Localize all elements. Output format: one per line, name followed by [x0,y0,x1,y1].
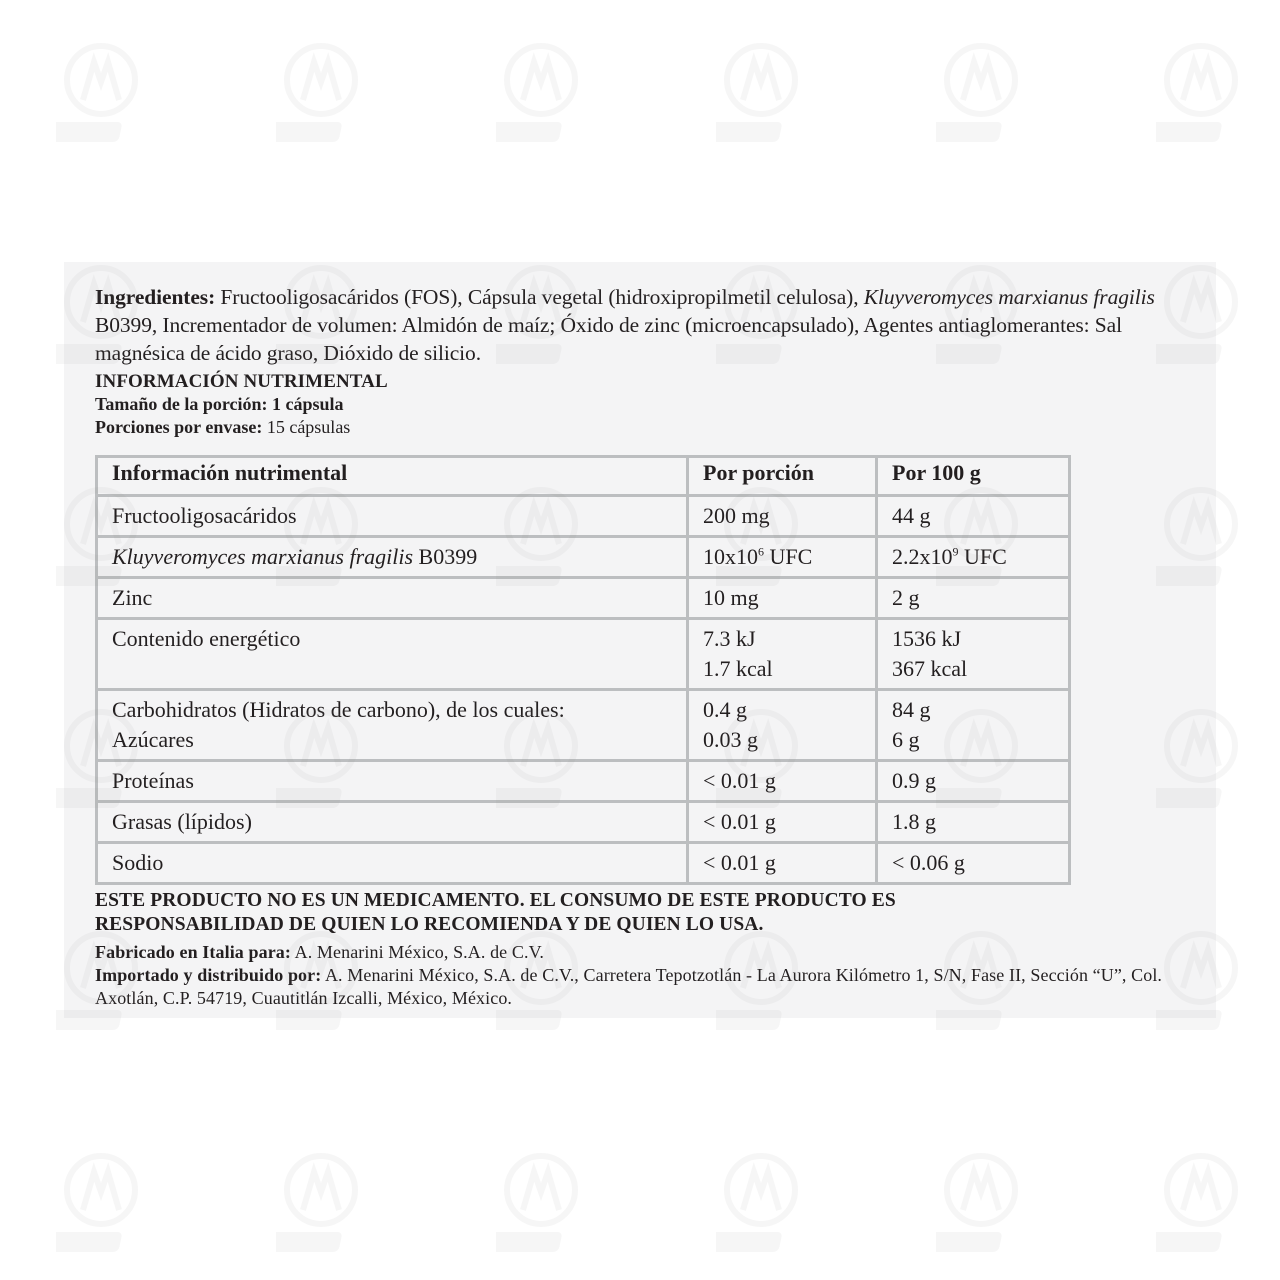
servings-label: Porciones por envase: [95,417,263,437]
nutrient-name-italic: Kluyveromyces marxianus fragilis [112,544,414,569]
header-per-100g: Por 100 g [877,457,1070,496]
nutrient-name-line-1: Carbohidratos (Hidratos de carbono), de los cuales: [112,697,565,722]
per-serving-value: 10 mg [688,578,877,619]
per-serving-value: 200 mg [688,496,877,537]
per-serving-value [688,537,877,578]
table-row [97,690,1070,761]
per-serving-exponent: 6 [758,544,764,559]
pharmacy-logo-watermark [496,40,586,152]
header-nutrient: Información nutrimental [97,457,688,496]
nutrient-name: Zinc [97,578,688,619]
servings-per-container [95,416,1185,439]
per-100g-line-1: 84 g [892,697,931,722]
per-100g-line-2: 367 kcal [892,656,968,681]
nutrient-name: Contenido energético [97,619,688,690]
per-100g-value: 44 g [877,496,1070,537]
per-serving-value: < 0.01 g [688,761,877,802]
pharmacy-logo-watermark [56,40,146,152]
nutrition-title: INFORMACIÓN NUTRIMENTAL [95,371,388,392]
per-serving-base: 10x10 [703,544,758,569]
serving-size [95,393,1185,416]
ingredients-organism: Kluyveromyces marxianus fragilis [863,285,1155,309]
made-label: Fabricado en Italia para: [95,942,291,962]
table-row [97,802,1070,843]
pharmacy-logo-watermark [1156,40,1246,152]
per-100g-value: < 0.06 g [877,843,1070,884]
nutrient-name-suffix: B0399 [413,544,478,569]
table-row [97,761,1070,802]
nutrient-name: Grasas (lípidos) [97,802,688,843]
pharmacy-logo-watermark [496,1150,586,1262]
per-100g-value: 0.9 g [877,761,1070,802]
nutrient-name: Sodio [97,843,688,884]
per-100g-line-2: 6 g [892,727,920,752]
warning-notice [95,889,896,937]
per-100g-unit: UFC [958,544,1007,569]
pharmacy-logo-watermark [276,40,366,152]
per-serving-line-1: 7.3 kJ [703,626,756,651]
ingredients-paragraph [95,283,1185,367]
table-row [97,843,1070,884]
per-100g-base: 2.2x10 [892,544,953,569]
table-header-row [97,457,1070,496]
nutrient-name [97,537,688,578]
nutrient-name-line-2: Azúcares [112,727,194,752]
pharmacy-logo-watermark [276,1150,366,1262]
header-per-serving: Por porción [688,457,877,496]
per-100g-value [877,537,1070,578]
imported-label: Importado y distribuido por: [95,965,322,985]
made-for [95,941,1185,964]
made-value: A. Menarini México, S.A. de C.V. [291,942,544,962]
table-row [97,578,1070,619]
per-serving-line-1: 0.4 g [703,697,747,722]
servings-value: 15 cápsulas [262,417,351,437]
per-serving-line-2: 1.7 kcal [703,656,773,681]
imported-by [95,964,1185,1010]
per-100g-line-1: 1536 kJ [892,626,962,651]
pharmacy-logo-watermark [1156,1150,1246,1262]
per-100g-value: 2 g [877,578,1070,619]
per-serving-line-2: 0.03 g [703,727,758,752]
nutrient-name: Fructooligosacáridos [97,496,688,537]
manufacturer-info [95,941,1185,1010]
nutrition-table [95,455,1071,885]
per-100g-value [877,619,1070,690]
table-row [97,537,1070,578]
per-serving-value: < 0.01 g [688,802,877,843]
per-100g-exponent: 9 [952,544,959,559]
pharmacy-logo-watermark [936,40,1026,152]
table-row [97,496,1070,537]
pharmacy-logo-watermark [716,40,806,152]
ingredients-text-1: Fructooligosacáridos (FOS), Cápsula vegetal (hidroxipropilmetil celulosa), [215,285,859,309]
imported-value: A. Menarini México, S.A. de C.V., Carretera Tepotzotlán - La Aurora Kilómetro 1, S/N, Fase II, Sección “U”, Col. Axotlán, C.P. 54719, Cuautitlán Izcalli, México, México. [95,965,1163,1008]
warning-line-1: ESTE PRODUCTO NO ES UN MEDICAMENTO. EL CONSUMO DE ESTE PRODUCTO ES [95,890,896,911]
pharmacy-logo-watermark [716,1150,806,1262]
pharmacy-logo-watermark [936,1150,1026,1262]
per-serving-unit: UFC [764,544,813,569]
per-serving-value [688,690,877,761]
per-100g-value [877,690,1070,761]
serving-size-label: Tamaño de la porción: 1 cápsula [95,394,344,414]
pharmacy-logo-watermark [56,1150,146,1262]
label-content [95,283,1185,1008]
ingredients-text-2: B0399, Incrementador de volumen: Almidón de maíz; Óxido de zinc (microencapsulado), Agentes antiaglomerantes: Sal magnésica de ácido graso, Dióxido de silicio. [95,313,1122,365]
nutrient-name: Proteínas [97,761,688,802]
warning-line-2: RESPONSABILIDAD DE QUIEN LO RECOMIENDA Y DE QUIEN LO USA. [95,914,764,935]
nutrient-name [97,690,688,761]
per-serving-value: < 0.01 g [688,843,877,884]
ingredients-label: Ingredientes: [95,285,216,309]
per-100g-value: 1.8 g [877,802,1070,843]
per-serving-value [688,619,877,690]
table-row [97,619,1070,690]
